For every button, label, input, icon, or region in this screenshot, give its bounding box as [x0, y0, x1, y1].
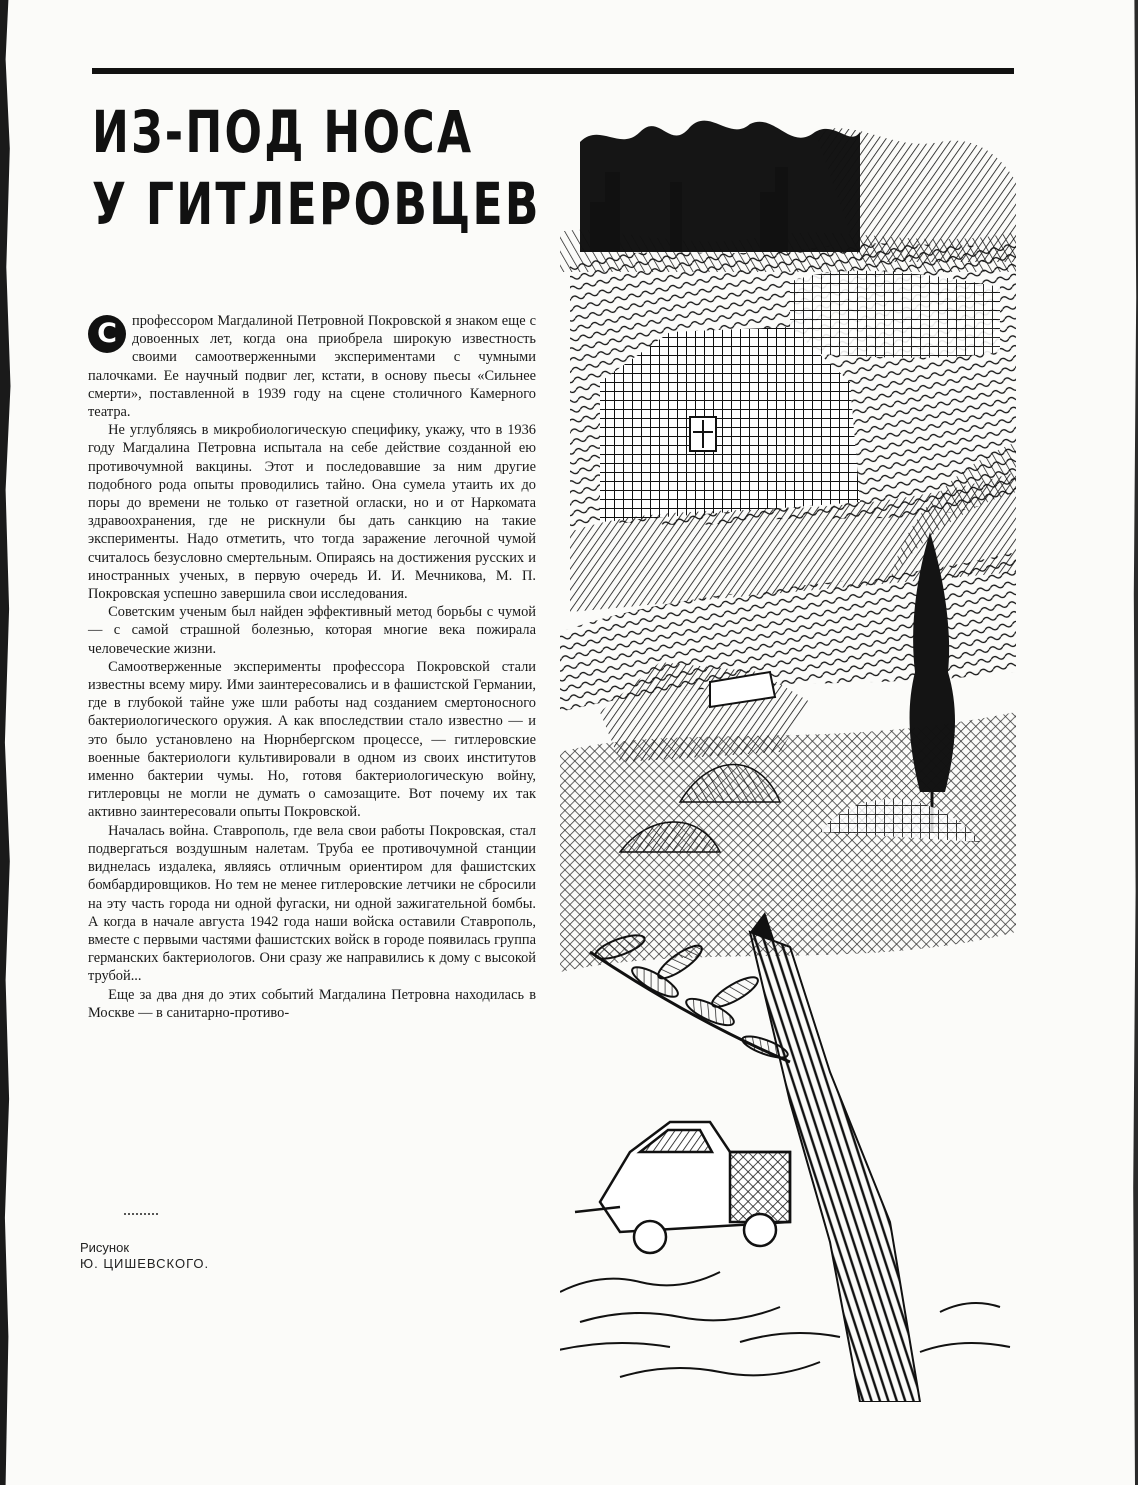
- drop-cap: С: [88, 315, 126, 353]
- headline-line-2: У ГИТЛЕРОВЦЕВ: [92, 170, 541, 238]
- headline-line-1: ИЗ-ПОД НОСА: [92, 98, 474, 166]
- credit-line-1: Рисунок: [80, 1240, 130, 1255]
- paragraph-4: Самоотверженные эксперименты профессора Покровской стали известны всему миру. Ими заинтересовались и в фашистской Германии, где в глубокой тайне уже шли работы над созданием смертоносного бактериологического оружия. А как впоследствии стало известно — и это было установлено на Нюрнбергском процессе, — гитлеровские военные бактериологи культивировали в одном из своих институтов именно бактерии чумы. Но, готовя бактериологическую войну, гитлеровцы не могли не думать о самозащите. Вот почему их так активно заинтересовали опыты Покровской.: [88, 658, 536, 821]
- scan-edge-right: [1132, 0, 1138, 1485]
- article-body: [88, 312, 536, 1022]
- paragraph-1: [88, 312, 536, 421]
- truck: [575, 1122, 790, 1253]
- hills-village: [570, 242, 1016, 612]
- paragraph-6: Еще за два дня до этих событий Магдалина Петровна находилась в Москве — в санитарно-противо-: [88, 986, 536, 1021]
- illustration-landscape: [560, 112, 1016, 1402]
- scan-edge-left: [0, 0, 14, 1485]
- paragraph-1-text: профессором Магдалиной Петровной Покровской я знаком еще с довоенных лет, когда она приобрела широкую известность своими самоотверженными экспериментами с чумными палочками. Ее научный подвиг лег, кстати, в основу пьесы «Сильнее смерти», поставленной в 1939 году на сцене столичного Камерного театра.: [88, 313, 536, 421]
- decorative-dots: [124, 1213, 158, 1217]
- paragraph-5: Началась война. Ставрополь, где вела свои работы Покровская, стал подвергаться воздушным налетам. Труба ее противочумной станции виднелась издалека, являясь отличным ориентиром для фашистских бомбардировщиков. Но тем не менее гитлеровские летчики не сбросили на эту часть города ни одной фугаски, ни одной зажигательной бомбы. А когда в начале августа 1942 года наши войска оставили Ставрополь, вместе с первыми частями фашистских войск в городе появилась группа германских бактериологов. Они сразу же направились к дому с высокой трубой...: [88, 822, 536, 985]
- road-strokes: [560, 1272, 1010, 1377]
- illustration-credit: [80, 1240, 209, 1272]
- headline: [92, 96, 541, 240]
- top-rule: [92, 68, 1014, 74]
- paragraph-2: Не углубляясь в микробиологическую специфику, укажу, что в 1936 году Магдалина Петровна испытала на себе действие созданной ею противочумной вакцины. Этот и последовавшие за ним другие подобного рода опыты проводились тайно. Она сумела утаить их до поры до времени не только от газетной огласки, но и от Наркомата здравоохранения, где не рискнули бы дать санкцию на такие эксперименты. Надо отметить, что тогда заражение легочной чумой считалось безусловно смертельным. Опираясь на достижения русских и иностранных ученых, в первую очередь И. И. Мечникова, М. П. Покровская успешно завершила свои исследования.: [88, 422, 536, 603]
- credit-line-2: Ю. ЦИШЕВСКОГО.: [80, 1256, 210, 1271]
- paragraph-3: Советским ученым был найден эффективный метод борьбы с чумой — с самой страшной болезнью, которая многие века пожирала человеческие жизни.: [88, 604, 536, 657]
